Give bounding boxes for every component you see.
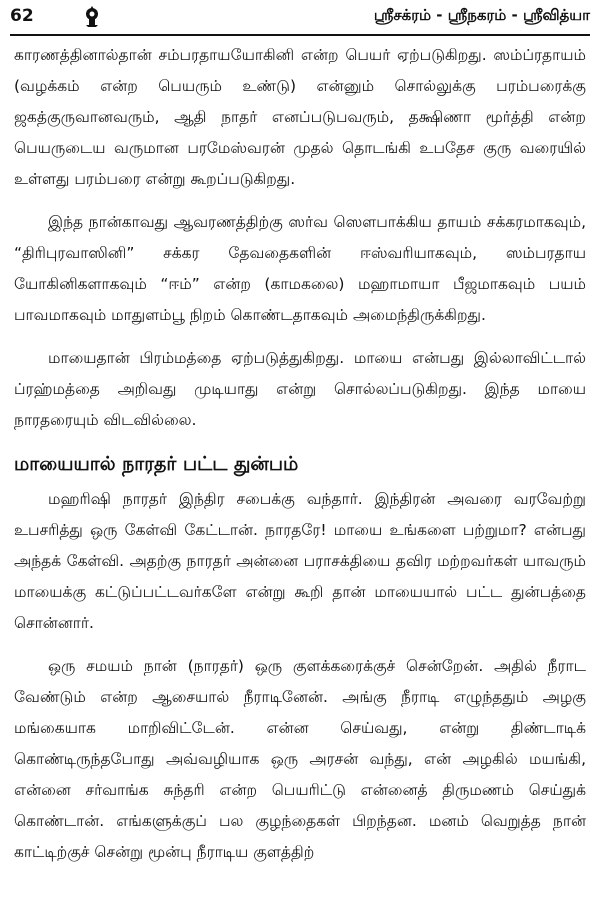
running-title: ஸ்ரீசக்ரம் - ஸ்ரீநகரம் - ஸ்ரீவித்யா xyxy=(373,6,590,24)
paragraph-5: ஒரு சமயம் நான் (நாரதர்) ஒரு குளக்கரைக்குச் சென்றேன். அதில் நீராட வேண்டும் என்ற ஆசையால் நீராடினேன். அங்கு நீராடி எழுந்ததும் அழகு மங்கையாக மாறிவிட்டேன். என்ன செய்வது, என்று திண்டாடிக் கொண்டிருந்தபோது அவ்வழியாக ஒரு அரசன் வந்து, என் அழகில் மயங்கி, என்னை சர்வாங்க சுந்தரி என்ற பெயரிட்டு என்னைத் திருமணம் செய்துக் கொண்டான். எங்களுக்குப் பல குழந்தைகள் பிறந்தன. மனம் வெறுத்த நான் காட்டிற்குச் சென்று மூன்பு நீராடிய குளத்திற் xyxy=(14,657,586,861)
paragraph-3: மாயைதான் பிரம்மத்தை ஏற்படுத்துகிறது. மாயை என்பது இல்லாவிட்டால் ப்ரஹ்மத்தை அறிவது முடியாது என்று சொல்லப்படுகிறது. இந்த மாயை நாரதரையும் விடவில்லை. xyxy=(14,349,586,429)
paragraph-2: இந்த நான்காவது ஆவரணத்திற்கு ஸர்வ ஸௌபாக்கிய தாயம் சக்கரமாகவும், “திரிபுரவாஸினி” சக்கர தேவதைகளின் ஈஸ்வரியாகவும், ஸம்பரதாய யோகினிகளாகவும் “ஈம்” என்ற (காமகலை) மஹாமாயா பீஜமாகவும் பயம் பாவமாகவும் மாதுளம்பூ நிறம் கொண்டதாகவும் அமைந்திருக்கிறது. xyxy=(14,213,586,324)
page-header xyxy=(10,0,590,34)
paragraph-4: மஹரிஷி நாரதர் இந்திர சபைக்கு வந்தார். இந்திரன் அவரை வரவேற்று உபசரித்து ஒரு கேள்வி கேட்டான். நாரதரே! மாயை உங்களை பற்றுமா? என்பது அந்தக் கேள்வி. அதற்கு நாரதர் அன்னை பராசக்தியை தவிர மற்றவர்கள் யாவரும் மாயைக்கு கட்டுப்பட்டவர்களே என்று கூறி தான் மாயையால் பட்ட துன்பத்தை சொன்னார். xyxy=(14,490,586,632)
section-heading: மாயையால் நாரதர் பட்ட துன்பம் xyxy=(14,453,299,475)
om-emblem-icon xyxy=(80,4,104,28)
paragraph-1: காரணத்தினால்தான் சம்பரதாயயோகினி என்ற பெயர் ஏற்படுகிறது. ஸம்ப்ரதாயம் (வழக்கம் என்ற பெயரும் உண்டு) என்னும் சொல்லுக்கு பரம்பரைக்கு ஜகத்குருவானவரும், ஆதி நாதர் எனப்படுபவரும், தக்ஷிணா மூர்த்தி என்ற பெயருடைய வருமான பரமேஸ்வரன் முதல் தொடங்கி உபதேச குரு வரையில் உள்ளது பரம்பரை என்று கூறப்படுகிறது. xyxy=(14,46,586,188)
page-number: 62 xyxy=(10,6,34,26)
header-rule xyxy=(10,34,590,36)
page-body xyxy=(14,40,586,880)
